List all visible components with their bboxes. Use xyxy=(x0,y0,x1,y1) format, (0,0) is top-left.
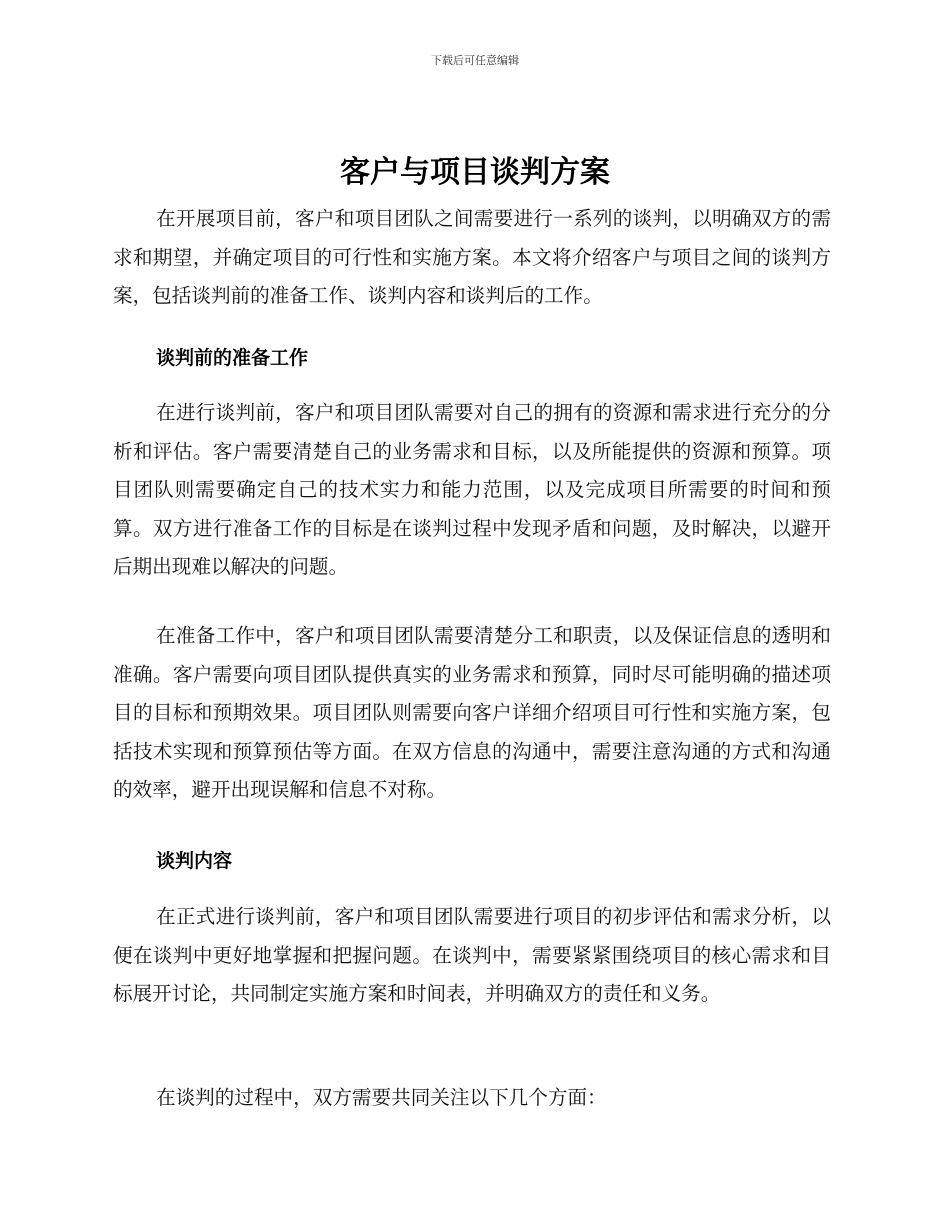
preparation-paragraph-1: 在进行谈判前，客户和项目团队需要对自己的拥有的资源和需求进行充分的分析和评估。客户需要清楚自己的业务需求和目标，以及所能提供的资源和预算。项目团队则需要确定自己的技术实力和能力范围，以及完成项目所需要的时间和预算。双方进行准备工作的目标是在谈判过程中发现矛盾和问题，及时解决，以避开后期出现难以解决的问题。 xyxy=(113,401,831,578)
content-paragraph-1: 在正式进行谈判前，客户和项目团队需要进行项目的初步评估和需求分析，以便在谈判中更好地掌握和把握问题。在谈判中，需要紧紧围绕项目的核心需求和目标展开讨论，共同制定实施方案和时间表，并明确双方的责任和义务。 xyxy=(113,905,831,1005)
preparation-paragraph-2: 在准备工作中，客户和项目团队需要清楚分工和职责，以及保证信息的透明和准确。客户需要向项目团队提供真实的业务需求和预算，同时尽可能明确的描述项目的目标和预期效果。项目团队则需要向客户详细介绍项目可行性和实施方案，包括技术实现和预算预估等方面。在双方信息的沟通中，需要注意沟通的方式和沟通的效率，避开出现误解和信息不对称。 xyxy=(113,624,831,801)
document-title: 客户与项目谈判方案 xyxy=(340,155,610,190)
intro-paragraph: 在开展项目前，客户和项目团队之间需要进行一系列的谈判，以明确双方的需求和期望，并确定项目的可行性和实施方案。本文将介绍客户与项目之间的谈判方案，包括谈判前的准备工作、谈判内容和谈判后的工作。 xyxy=(113,207,831,307)
content-paragraph-2: 在谈判的过程中，双方需要共同关注以下几个方面： xyxy=(156,1086,607,1109)
section-heading-preparation: 谈判前的准备工作 xyxy=(156,347,309,369)
section-heading-content: 谈判内容 xyxy=(156,850,233,872)
page-header: 下载后可任意编辑 xyxy=(431,54,519,67)
